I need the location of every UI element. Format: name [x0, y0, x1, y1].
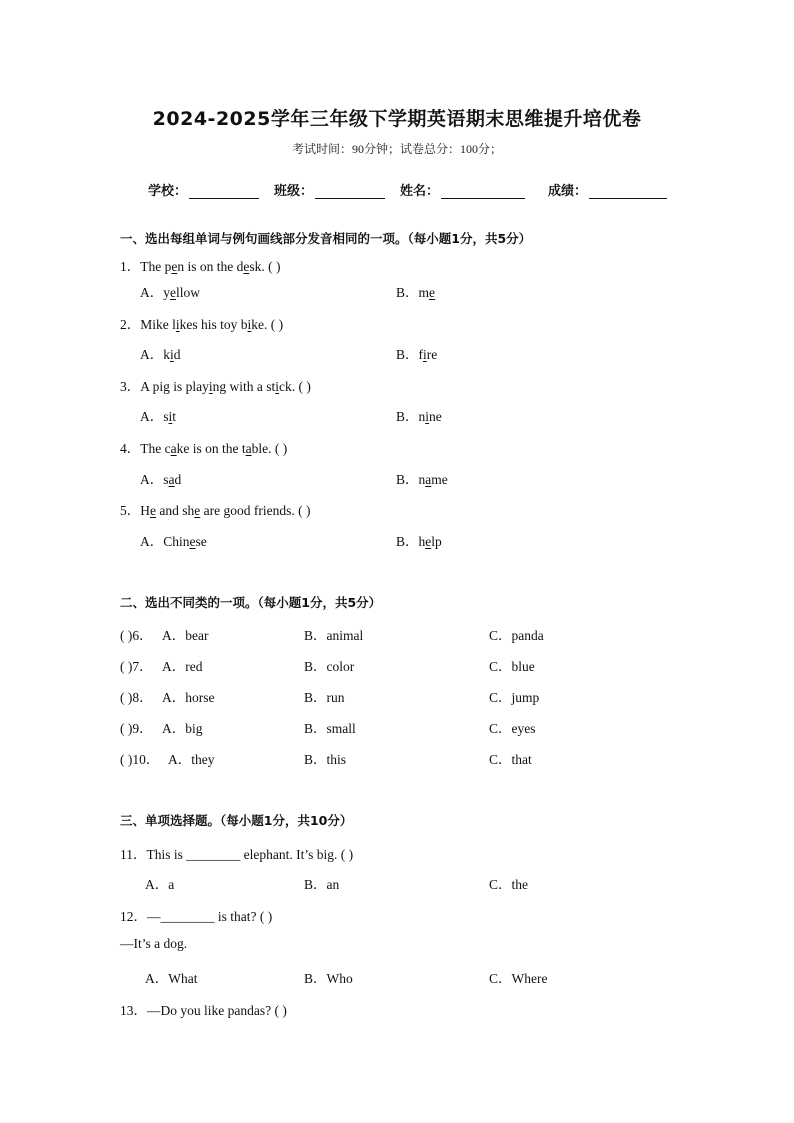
q2-option-b[interactable]: B．fire [396, 347, 438, 362]
score-blank[interactable] [589, 184, 667, 199]
class-blank[interactable] [315, 184, 385, 199]
q10-option-c[interactable]: C．that [489, 752, 532, 767]
q11-option-b[interactable]: B．an [304, 877, 340, 892]
q1-option-a[interactable]: A．yellow [140, 285, 201, 300]
section3-heading: 三、单项选择题。（每小题1分，共10分） [120, 813, 353, 828]
school-blank[interactable] [189, 184, 259, 199]
question-13: 13．—Do you like pandas? ( ) [120, 1003, 287, 1018]
question-5: 5．He and she are good friends. ( ) [120, 503, 311, 518]
score-field [548, 180, 667, 199]
q5-option-a[interactable]: A．Chinese [140, 534, 207, 549]
q12-option-b[interactable]: B．Who [304, 971, 353, 986]
q1-option-b[interactable]: B．me [396, 285, 436, 300]
q12-option-c[interactable]: C．Where [489, 971, 548, 986]
section2-heading: 二、选出不同类的一项。（每小题1分，共5分） [120, 595, 382, 610]
exam-info: 考试时间：90分钟；试卷总分：100分； [291, 142, 502, 156]
q3-option-b[interactable]: B．nine [396, 409, 442, 424]
school-label: 学校： [148, 184, 188, 199]
q9-option-c[interactable]: C．eyes [489, 721, 536, 736]
q4-option-b[interactable]: B．name [396, 472, 448, 487]
question-1: 1．The pen is on the desk. ( ) [120, 259, 281, 274]
q9-option-a[interactable]: A．big [162, 721, 203, 736]
page-title: 2024-2025学年三年级下学期英语期末思维提升培优卷 [152, 108, 642, 130]
q6-option-b[interactable]: B．animal [304, 628, 364, 643]
q8-option-a[interactable]: A．horse [162, 690, 215, 705]
score-label: 成绩： [548, 184, 588, 199]
section1-heading: 一、选出每组单词与例句画线部分发音相同的一项。（每小题1分，共5分） [120, 231, 532, 246]
q10-option-b[interactable]: B．this [304, 752, 347, 767]
q8-number: ( )8． [120, 690, 153, 705]
q12-option-a[interactable]: A．What [145, 971, 198, 986]
question-11: 11．This is ________ elephant. It’s big. ( ) [120, 847, 354, 862]
question-2: 2．Mike likes his toy bike. ( ) [120, 317, 284, 332]
q7-option-b[interactable]: B．color [304, 659, 355, 674]
name-label: 姓名： [400, 184, 440, 199]
q6-number: ( )6． [120, 628, 153, 643]
class-field [274, 180, 385, 199]
q11-option-c[interactable]: C．the [489, 877, 528, 892]
q11-option-a[interactable]: A．a [145, 877, 175, 892]
q7-number: ( )7． [120, 659, 153, 674]
q6-option-c[interactable]: C．panda [489, 628, 544, 643]
school-field [148, 180, 259, 199]
name-blank[interactable] [441, 184, 525, 199]
q7-option-a[interactable]: A．red [162, 659, 203, 674]
question-12: 12．—________ is that? ( ) [120, 909, 273, 924]
q6-option-a[interactable]: A．bear [162, 628, 209, 643]
name-field [400, 180, 525, 199]
question-3: 3．A pig is playing with a stick. ( ) [120, 379, 311, 394]
question-4: 4．The cake is on the table. ( ) [120, 441, 288, 456]
q4-option-a[interactable]: A．sad [140, 472, 182, 487]
q7-option-c[interactable]: C．blue [489, 659, 535, 674]
q10-number: ( )10． [120, 752, 160, 767]
question-12-response: —It’s a dog. [120, 936, 188, 951]
q3-option-a[interactable]: A．sit [140, 409, 177, 424]
q10-option-a[interactable]: A．they [168, 752, 215, 767]
q9-option-b[interactable]: B．small [304, 721, 356, 736]
class-label: 班级： [274, 184, 314, 199]
q8-option-c[interactable]: C．jump [489, 690, 540, 705]
q5-option-b[interactable]: B．help [396, 534, 442, 549]
q9-number: ( )9． [120, 721, 153, 736]
q8-option-b[interactable]: B．run [304, 690, 345, 705]
q2-option-a[interactable]: A．kid [140, 347, 181, 362]
